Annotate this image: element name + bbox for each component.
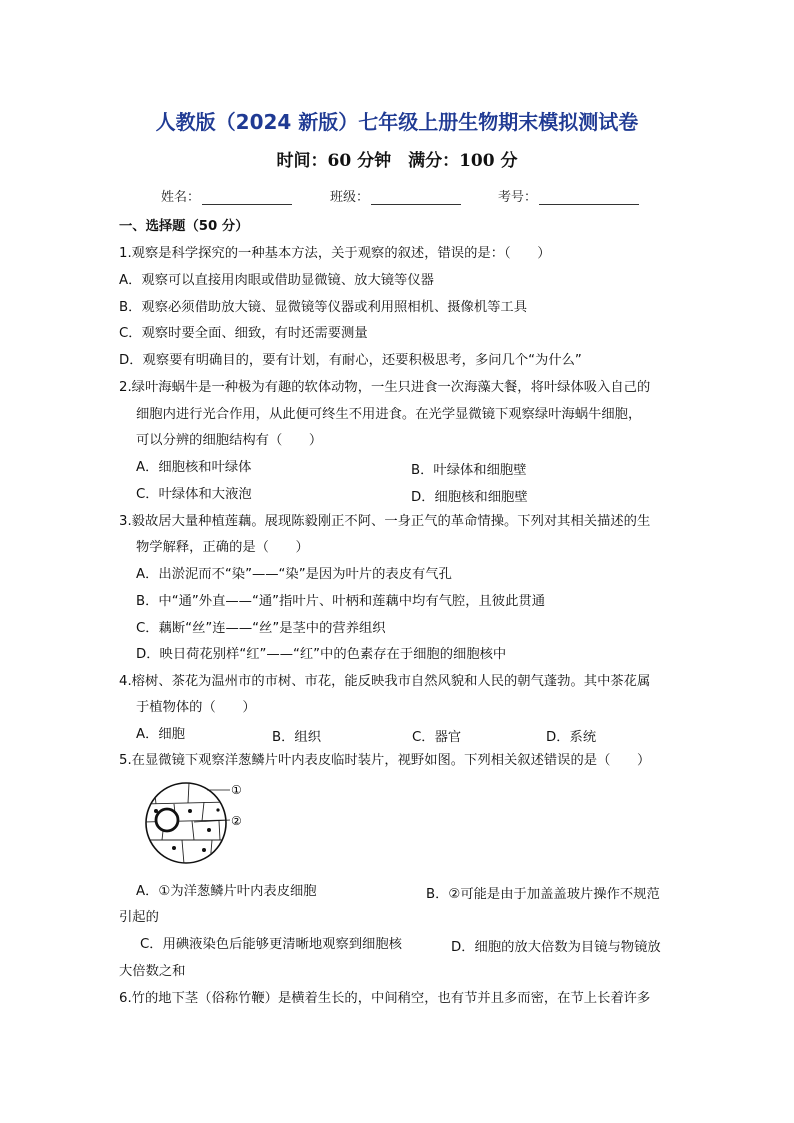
exam-no-label: 考号：	[498, 190, 538, 205]
q3-option-a: A．出淤泥而不“染”——“染”是因为叶片的表皮有气孔	[136, 567, 452, 582]
q5-stem: 5.在显微镜下观察洋葱鳞片叶内表皮临时装片，视野如图。下列相关叙述错误的是（ ）	[119, 753, 651, 768]
q2-option-b: B．叶绿体和细胞壁	[411, 463, 527, 478]
class-field[interactable]	[330, 186, 461, 205]
q2-option-a: A．细胞核和叶绿体	[136, 460, 252, 475]
q2-option-d: D．细胞核和细胞壁	[411, 490, 528, 505]
figure-label-2: ②	[231, 814, 242, 828]
exam-title: 人教版（2024 新版）七年级上册生物期末模拟测试卷	[155, 110, 639, 134]
q1-option-d: D．观察要有明确目的，要有计划，有耐心，还要积极思考，多问几个“为什么”	[119, 353, 582, 368]
q4-option-c: C．器官	[412, 730, 462, 745]
exam-no-field[interactable]	[498, 186, 639, 205]
q2-stem-line3: 可以分辨的细胞结构有（ ）	[136, 433, 323, 448]
q2-stem-line2: 细胞内进行光合作用，从此便可终生不用进食。在光学显微镜下观察绿叶海蜗牛细胞，	[136, 407, 642, 422]
q4-option-a: A．细胞	[136, 727, 185, 742]
figure-label-1: ①	[231, 783, 242, 797]
name-label: 姓名：	[161, 190, 201, 205]
q4-option-d: D．系统	[546, 730, 597, 745]
exam-subtitle: 时间：60 分钟 满分：100 分	[276, 151, 518, 171]
q5-option-b-continued: 引起的	[119, 910, 159, 925]
section-heading: 一、选择题（50 分）	[119, 219, 249, 234]
q4-stem-line2: 于植物体的（ ）	[136, 700, 256, 715]
q5-option-a: A．①为洋葱鳞片叶内表皮细胞	[136, 884, 317, 899]
q3-stem-line1: 3.毅故居大量种植莲藕。展现陈毅刚正不阿、一身正气的革命情操。下列对其相关描述的生	[119, 514, 651, 529]
q2-option-c: C．叶绿体和大液泡	[136, 487, 252, 502]
q1-option-c: C．观察时要全面、细致，有时还需要测量	[119, 326, 368, 341]
q4-stem-line1: 4.榕树、茶花为温州市的市树、市花，能反映我市自然风貌和人民的朝气蓬勃。其中茶花属	[119, 674, 651, 689]
q5-option-b: B．②可能是由于加盖盖玻片操作不规范	[426, 887, 660, 902]
q1-option-a: A．观察可以直接用肉眼或借助显微镜、放大镜等仪器	[119, 273, 434, 288]
q5-option-d-continued: 大倍数之和	[119, 964, 186, 979]
q4-option-b: B．组织	[272, 730, 322, 745]
class-blank[interactable]	[371, 190, 461, 205]
q3-option-d: D．映日荷花别样“红”——“红”中的色素存在于细胞的细胞核中	[136, 647, 507, 662]
name-field[interactable]	[161, 186, 292, 205]
air-bubble	[156, 809, 178, 831]
exam-no-blank[interactable]	[539, 190, 639, 205]
q1-option-b: B．观察必须借助放大镜、显微镜等仪器或利用照相机、摄像机等工具	[119, 300, 528, 315]
q3-stem-line2: 物学解释，正确的是（ ）	[136, 540, 309, 555]
q1-stem: 1.观察是科学探究的一种基本方法，关于观察的叙述，错误的是：（ ）	[119, 246, 551, 261]
q5-option-c: C．用碘液染色后能够更清晰地观察到细胞核	[140, 937, 402, 952]
q6-stem-line1: 6.竹的地下茎（俗称竹鞭）是横着生长的，中间稍空，也有节并且多而密，在节上长着许多	[119, 991, 651, 1006]
class-label: 班级：	[330, 190, 370, 205]
q2-stem-line1: 2.绿叶海蜗牛是一种极为有趣的软体动物，一生只进食一次海藻大餐，将叶绿体吸入自己的	[119, 380, 651, 395]
onion-cell-microscope-figure	[134, 780, 254, 866]
q3-option-b: B．中“通”外直——“通”指叶片、叶柄和莲藕中均有气腔，且彼此贯通	[136, 594, 545, 609]
q3-option-c: C．藕断“丝”连——“丝”是茎中的营养组织	[136, 621, 386, 636]
q5-option-d: D．细胞的放大倍数为目镜与物镜放	[451, 940, 661, 955]
name-blank[interactable]	[202, 190, 292, 205]
